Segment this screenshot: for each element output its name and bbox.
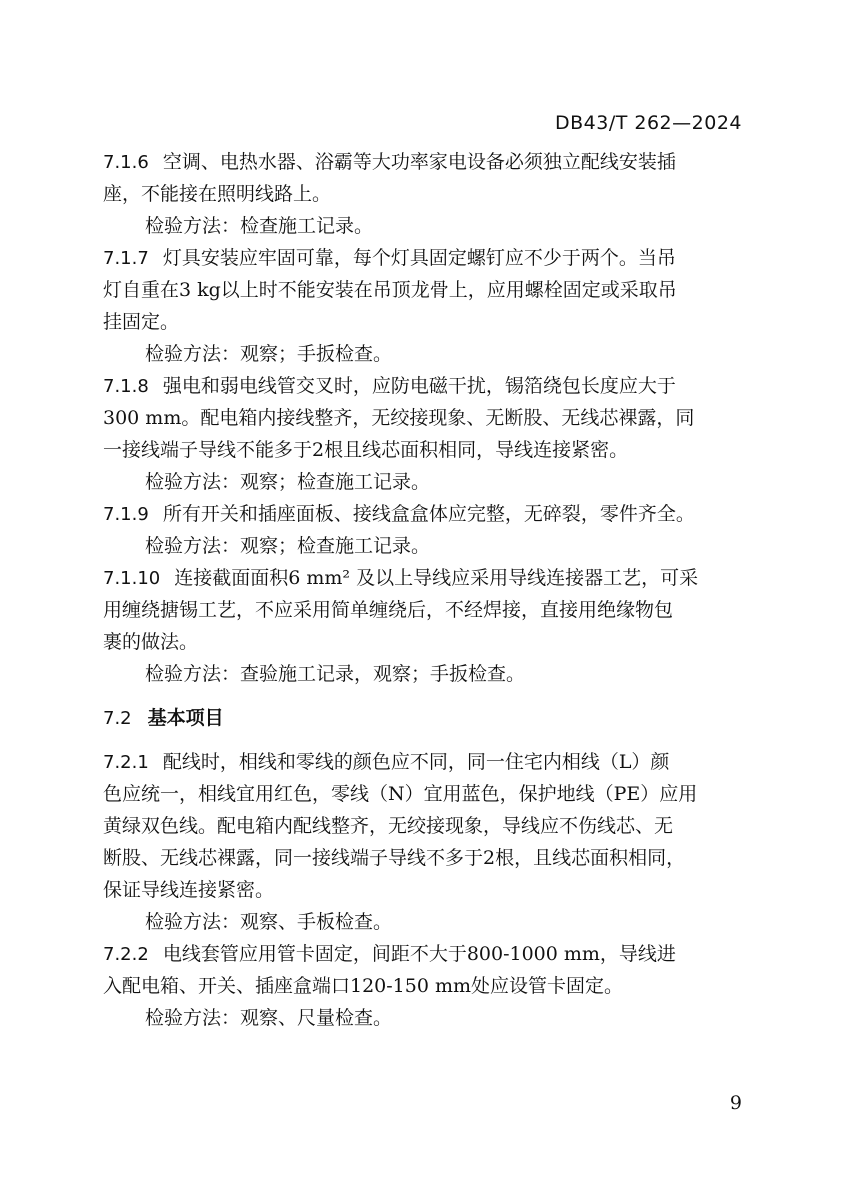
clause-number: 7.1.10 xyxy=(103,568,161,589)
document-body xyxy=(103,146,743,1034)
clause-7-1-6 xyxy=(103,146,743,242)
inspection-method: 检验方法：观察；检查施工记录。 xyxy=(145,535,431,557)
clause-text: 强电和弱电线管交叉时，应防电磁干扰，锡箔绕包长度应大于 xyxy=(162,375,676,397)
clause-7-2-2 xyxy=(103,938,743,1034)
clause-number: 7.2.2 xyxy=(103,944,149,965)
clause-text: 保证导线连接紧密。 xyxy=(103,879,275,901)
clause-number: 7.1.6 xyxy=(103,152,149,173)
inspection-method: 检验方法：观察；手扳检查。 xyxy=(145,343,393,365)
inspection-method: 检验方法：观察、手板检查。 xyxy=(145,911,393,933)
clause-text: 灯具安装应牢固可靠，每个灯具固定螺钉应不少于两个。当吊 xyxy=(162,247,676,269)
inspection-method: 检验方法：观察；检查施工记录。 xyxy=(145,471,431,493)
clause-text: 裹的做法。 xyxy=(103,631,199,653)
clause-7-1-9 xyxy=(103,498,743,562)
section-heading-7-2 xyxy=(103,699,743,737)
clause-text: 灯自重在3 kg以上时不能安装在吊顶龙骨上，应用螺栓固定或采取吊 xyxy=(103,279,677,301)
clause-text: 300 mm。配电箱内接线整齐，无绞接现象、无断股、无线芯裸露，同 xyxy=(103,407,695,429)
clause-text: 入配电箱、开关、插座盒端口120-150 mm处应设管卡固定。 xyxy=(103,975,624,997)
clause-number: 7.2.1 xyxy=(103,752,149,773)
clause-number: 7.1.9 xyxy=(103,504,149,525)
clause-text: 配线时，相线和零线的颜色应不同，同一住宅内相线（L）颜 xyxy=(162,751,670,773)
clause-text: 所有开关和插座面板、接线盒盒体应完整，无碎裂，零件齐全。 xyxy=(162,503,695,525)
section-number: 7.2 xyxy=(103,708,132,729)
clause-text: 一接线端子导线不能多于2根且线芯面积相同，导线连接紧密。 xyxy=(103,439,629,461)
clause-7-1-10 xyxy=(103,562,743,690)
clause-text: 空调、电热水器、浴霸等大功率家电设备必须独立配线安装插 xyxy=(162,151,676,173)
clause-text: 断股、无线芯裸露，同一接线端子导线不多于2根，且线芯面积相同， xyxy=(103,847,686,869)
clause-7-1-8 xyxy=(103,370,743,498)
clause-text: 色应统一，相线宜用红色，零线（N）宜用蓝色，保护地线（PE）应用 xyxy=(103,783,698,805)
clause-text: 电线套管应用管卡固定，间距不大于800-1000 mm，导线进 xyxy=(162,943,676,965)
clause-text: 连接截面面积6 mm² 及以上导线应采用导线连接器工艺，可采 xyxy=(174,567,699,589)
clause-text: 座，不能接在照明线路上。 xyxy=(103,183,332,205)
clause-number: 7.1.8 xyxy=(103,376,149,397)
clause-number: 7.1.7 xyxy=(103,248,149,269)
page-number: 9 xyxy=(729,1092,742,1114)
inspection-method: 检验方法：检查施工记录。 xyxy=(145,215,374,237)
section-title: 基本项目 xyxy=(147,707,224,729)
clause-text: 黄绿双色线。配电箱内配线整齐，无绞接现象，导线应不伤线芯、无 xyxy=(103,815,674,837)
clause-text: 用缠绕搪锡工艺，不应采用简单缠绕后，不经焊接，直接用绝缘物包 xyxy=(103,599,674,621)
inspection-method: 检验方法：观察、尺量检查。 xyxy=(145,1007,393,1029)
document-code: DB43/T 262—2024 xyxy=(554,112,742,134)
clause-text: 挂固定。 xyxy=(103,311,180,333)
inspection-method: 检验方法：查验施工记录，观察；手扳检查。 xyxy=(145,663,526,685)
clause-7-2-1 xyxy=(103,746,743,938)
clause-7-1-7 xyxy=(103,242,743,370)
